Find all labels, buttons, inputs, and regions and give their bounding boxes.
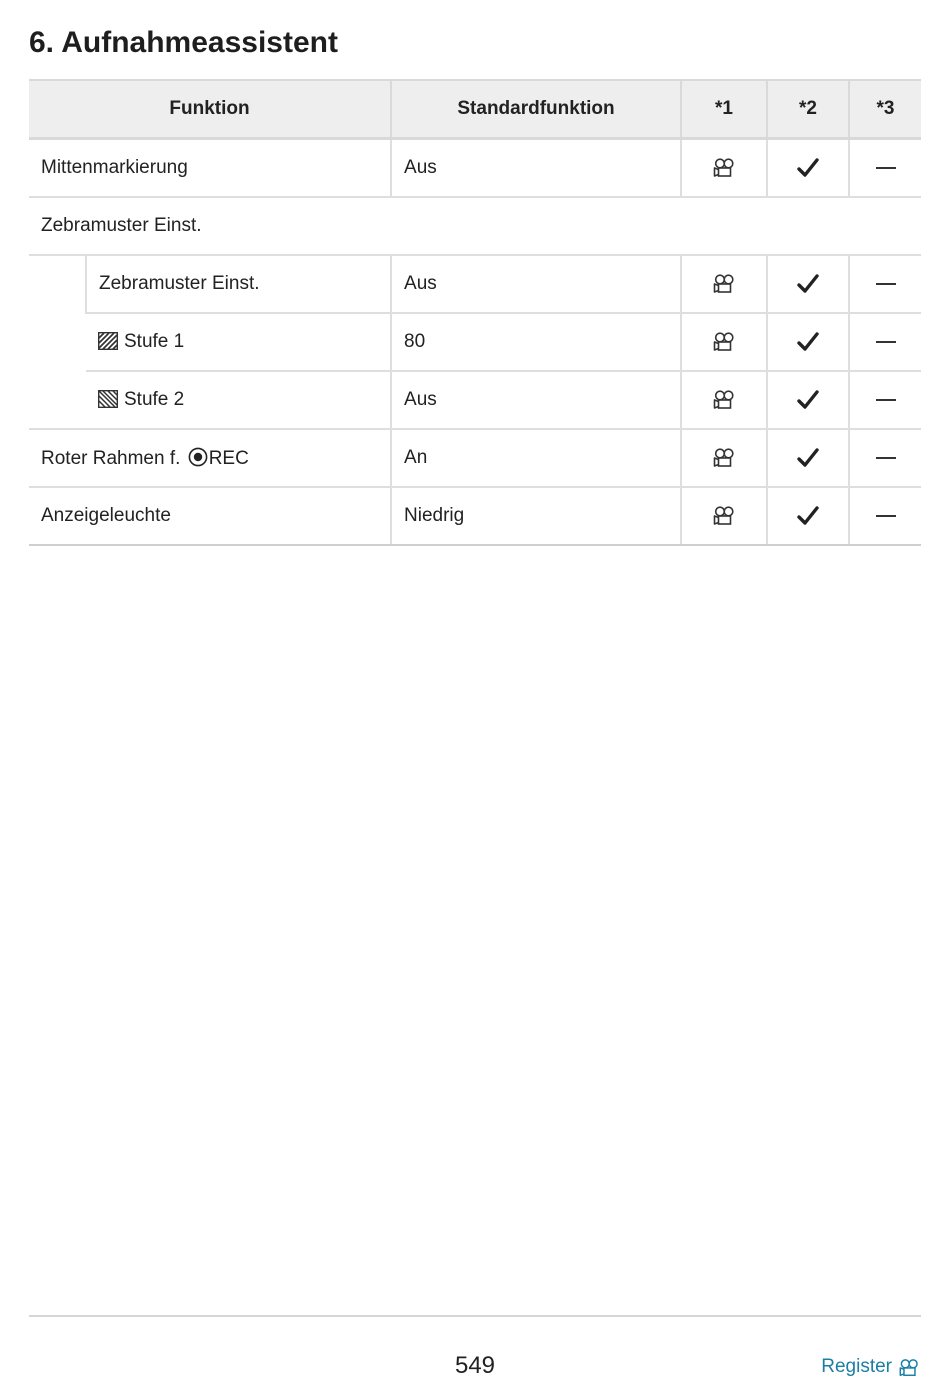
table-row-zebramuster [29, 255, 921, 313]
function-cell: Mittenmarkierung [29, 139, 391, 198]
check-icon [796, 156, 820, 180]
dash-icon [876, 515, 896, 517]
function-cell: Anzeigeleuchte [29, 487, 391, 545]
check-icon [796, 504, 820, 528]
movie-icon [712, 157, 736, 178]
check-icon [796, 272, 820, 296]
zebra-level-1-icon [98, 332, 118, 350]
header-col-3: *3 [849, 80, 921, 139]
default-cell: Aus [391, 139, 681, 198]
table-row-stufe-1 [29, 313, 921, 371]
default-cell: An [391, 429, 681, 487]
dash-icon [876, 457, 896, 459]
movie-icon [712, 447, 736, 468]
movie-icon [712, 273, 736, 294]
table-row-zebramuster-group [29, 197, 921, 255]
dash-icon [876, 283, 896, 285]
header-col-2: *2 [767, 80, 849, 139]
table-row-anzeigeleuchte [29, 487, 921, 545]
indent-spacer [29, 255, 86, 429]
group-title-cell: Zebramuster Einst. [29, 197, 921, 255]
register-label[interactable]: Register [821, 1356, 892, 1377]
dash-icon [876, 341, 896, 343]
table-row-mittenmarkierung [29, 139, 921, 198]
function-cell [86, 313, 391, 371]
default-cell: Aus [391, 371, 681, 429]
check-icon [796, 446, 820, 470]
function-label: Stufe 2 [124, 389, 185, 410]
record-icon [188, 447, 208, 467]
function-cell [29, 429, 391, 487]
movie-icon [712, 389, 736, 410]
table-row-stufe-2 [29, 371, 921, 429]
default-cell: 80 [391, 313, 681, 371]
function-label-suffix: REC [208, 447, 249, 469]
register-link[interactable] [821, 1356, 920, 1378]
check-icon [796, 330, 820, 354]
dash-icon [876, 399, 896, 401]
table-row-roter-rahmen [29, 429, 921, 487]
check-icon [796, 388, 820, 412]
movie-icon [712, 331, 736, 352]
header-funktion: Funktion [29, 80, 391, 139]
dash-icon [876, 167, 896, 169]
page-title: 6. Aufnahmeassistent [29, 26, 338, 59]
default-cell: Niedrig [391, 487, 681, 545]
default-cell: Aus [391, 255, 681, 313]
movie-icon[interactable] [898, 1358, 920, 1377]
zebra-level-2-icon [98, 390, 118, 408]
function-label-prefix: Roter Rahmen f. [41, 447, 181, 469]
page-number: 549 [454, 1352, 496, 1379]
function-cell [86, 371, 391, 429]
function-label: Stufe 1 [124, 331, 185, 352]
header-col-1: *1 [681, 80, 767, 139]
footer-divider [29, 1315, 921, 1317]
function-cell: Zebramuster Einst. [86, 255, 391, 313]
movie-icon [712, 505, 736, 526]
header-row [29, 80, 921, 139]
header-standardfunktion: Standardfunktion [391, 80, 681, 139]
settings-table [29, 79, 921, 546]
